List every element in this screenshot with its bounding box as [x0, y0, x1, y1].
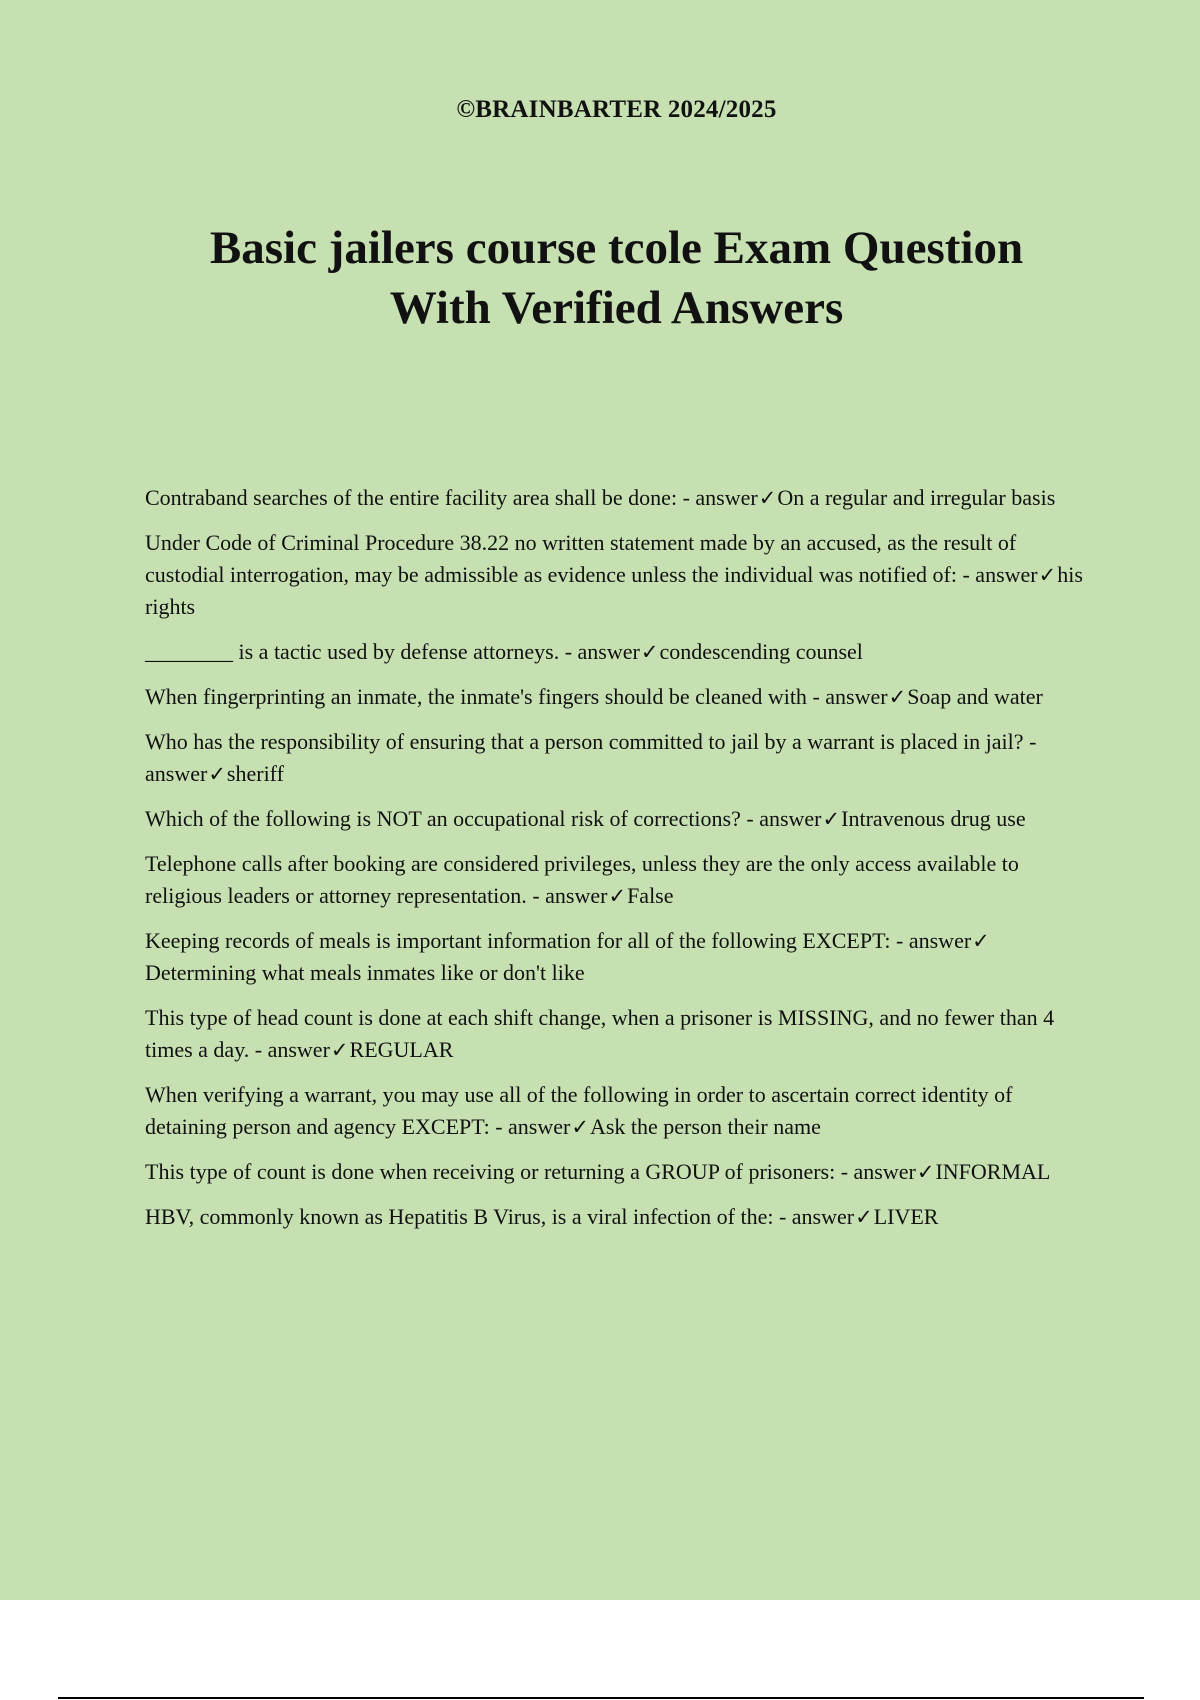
- qa-item: [145, 1156, 1085, 1188]
- qa-item: [145, 803, 1085, 835]
- qa-item: [145, 1201, 1085, 1233]
- answer-text: REGULAR: [349, 1037, 454, 1062]
- answer-prefix: - answer: [778, 1204, 855, 1229]
- question-text: When fingerprinting an inmate, the inmate's fingers should be cleaned with: [145, 684, 807, 709]
- question-text: Which of the following is NOT an occupational risk of corrections?: [145, 806, 741, 831]
- question-text: ________ is a tactic used by defense attorneys.: [145, 639, 560, 664]
- question-answer-list: [145, 482, 1085, 1246]
- question-text: This type of count is done when receiving or returning a GROUP of prisoners:: [145, 1159, 836, 1184]
- answer-prefix: - answer: [495, 1114, 571, 1139]
- answer-text: Soap and water: [907, 684, 1043, 709]
- checkmark-icon: ✓: [758, 486, 777, 510]
- answer-prefix: - answer: [840, 1159, 916, 1184]
- qa-item: [145, 848, 1085, 912]
- answer-prefix: - answer: [962, 562, 1038, 587]
- qa-item: [145, 681, 1085, 713]
- answer-prefix: - answer: [532, 883, 608, 908]
- qa-item: [145, 1079, 1085, 1143]
- answer-text: On a regular and irregular basis: [777, 485, 1056, 510]
- checkmark-icon: ✓: [608, 884, 627, 908]
- question-text: This type of head count is done at each shift change, when a prisoner is MISSING, and no fewer than 4 times a day.: [145, 1005, 1055, 1062]
- checkmark-icon: ✓: [571, 1115, 589, 1139]
- answer-text: LIVER: [873, 1204, 939, 1229]
- qa-item: [145, 636, 1085, 668]
- answer-prefix: - answer: [254, 1037, 330, 1062]
- title-line-1: Basic jailers course tcole Exam Question: [209, 222, 1024, 274]
- answer-prefix: - answer: [145, 729, 1037, 786]
- answer-prefix: - answer: [682, 485, 758, 510]
- qa-item: [145, 726, 1085, 790]
- answer-text: INFORMAL: [935, 1159, 1051, 1184]
- checkmark-icon: ✓: [972, 929, 990, 953]
- qa-item: [145, 527, 1085, 623]
- qa-item: [145, 1002, 1085, 1066]
- answer-text: Determining what meals inmates like or don't like: [145, 960, 585, 985]
- question-text: Telephone calls after booking are considered privileges, unless they are the only access available to religious leaders or attorney representation.: [145, 851, 1019, 908]
- question-text: Keeping records of meals is important information for all of the following EXCEPT:: [145, 928, 891, 953]
- answer-text: sheriff: [226, 761, 284, 786]
- checkmark-icon: ✓: [640, 640, 659, 664]
- question-text: When verifying a warrant, you may use all of the following in order to ascertain correct identity of detaining person and agency EXCEPT:: [145, 1082, 1013, 1139]
- qa-item: [145, 925, 1085, 989]
- question-text: Under Code of Criminal Procedure 38.22 no written statement made by an accused, as the result of custodial interrogation, may be admissible as evidence unless the individual was notified of:: [145, 530, 1017, 587]
- answer-text: Intravenous drug use: [841, 806, 1026, 831]
- footer-divider: [58, 1697, 1144, 1699]
- checkmark-icon: ✓: [855, 1205, 873, 1229]
- answer-text: condescending counsel: [659, 639, 863, 664]
- question-text: HBV, commonly known as Hepatitis B Virus, is a viral infection of the:: [145, 1204, 774, 1229]
- title-line-2: With Verified Answers: [389, 282, 844, 334]
- checkmark-icon: ✓: [330, 1038, 349, 1062]
- answer-text: False: [627, 883, 674, 908]
- answer-text: his rights: [145, 562, 1083, 619]
- qa-item: [145, 482, 1085, 514]
- copyright-header: ©BRAINBARTER 2024/2025: [456, 96, 777, 123]
- question-text: Contraband searches of the entire facility area shall be done:: [145, 485, 678, 510]
- checkmark-icon: ✓: [1038, 563, 1057, 587]
- checkmark-icon: ✓: [208, 762, 226, 786]
- checkmark-icon: ✓: [822, 807, 841, 831]
- answer-prefix: - answer: [746, 806, 822, 831]
- answer-text: Ask the person their name: [589, 1114, 821, 1139]
- document-title: [0, 218, 1200, 338]
- checkmark-icon: ✓: [916, 1160, 935, 1184]
- checkmark-icon: ✓: [888, 685, 907, 709]
- answer-prefix: - answer: [564, 639, 640, 664]
- answer-prefix: - answer: [812, 684, 888, 709]
- question-text: Who has the responsibility of ensuring that a person committed to jail by a warrant is placed in jail?: [145, 729, 1024, 754]
- answer-prefix: - answer: [896, 928, 972, 953]
